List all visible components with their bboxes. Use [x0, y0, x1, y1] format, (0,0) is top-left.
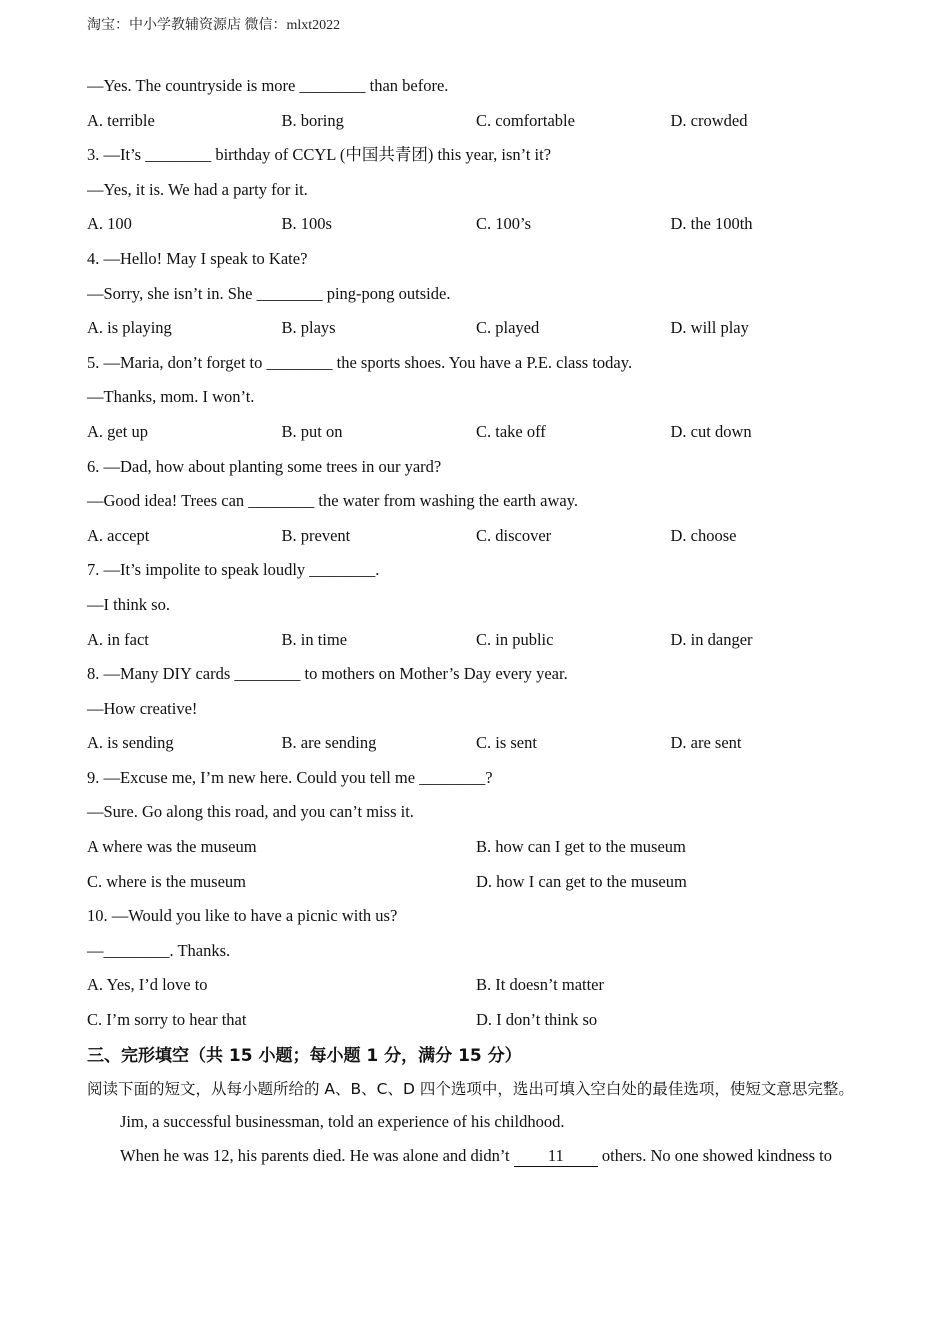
q10-options-row1 [87, 971, 877, 1006]
q8-question: 8. —Many DIY cards ________ to mothers on Mother’s Day every year. [87, 664, 568, 684]
q2-option-a[interactable]: A. terrible [87, 110, 155, 130]
q9-option-a[interactable]: A where was the museum [87, 837, 257, 857]
q4-option-b[interactable]: B. plays [281, 318, 336, 338]
q10-option-a[interactable]: A. Yes, I’d love to [87, 975, 208, 995]
q5-options [87, 418, 877, 453]
passage-paragraph-2 [87, 1142, 877, 1177]
q4-option-c[interactable]: C. played [476, 318, 540, 338]
q9-option-c[interactable]: C. where is the museum [87, 871, 247, 891]
q5-option-d[interactable]: D. cut down [670, 421, 752, 441]
q5-answer-line: —Thanks, mom. I won’t. [87, 387, 255, 407]
section3-title: 三、完形填空（共 15 小题；每小题 1 分，满分 15 分） [87, 1045, 522, 1066]
q7-option-a[interactable]: A. in fact [87, 629, 149, 649]
q3-option-b[interactable]: B. 100s [281, 214, 332, 234]
q6-options [87, 522, 877, 557]
q2-option-b[interactable]: B. boring [281, 110, 344, 130]
q10-question: 10. —Would you like to have a picnic with us? [87, 906, 398, 926]
q8-option-d[interactable]: D. are sent [670, 733, 742, 753]
q7-question: 7. —It’s impolite to speak loudly ________. [87, 560, 380, 580]
blank-11[interactable]: 11 [514, 1146, 598, 1167]
q3-option-d[interactable]: D. the 100th [670, 214, 753, 234]
q7-options [87, 626, 877, 661]
q9-options-row1 [87, 833, 877, 868]
exam-content [87, 72, 877, 1177]
q8-answer-line: —How creative! [87, 698, 198, 718]
q4-option-a[interactable]: A. is playing [87, 318, 172, 338]
q10-options-row2 [87, 1006, 877, 1041]
q10-option-b[interactable]: B. It doesn’t matter [476, 975, 605, 995]
q9-answer-line: —Sure. Go along this road, and you can’t miss it. [87, 802, 414, 822]
q6-question: 6. —Dad, how about planting some trees in our yard? [87, 456, 442, 476]
q2-answer-before: —Yes. The countryside is more [87, 76, 296, 95]
q9-question: 9. —Excuse me, I’m new here. Could you tell me ________? [87, 767, 493, 787]
passage-p2-after: others. No one showed kindness to [601, 1146, 832, 1166]
passage-p2-before: When he was 12, his parents died. He was alone and didn’t [120, 1146, 510, 1166]
q2-option-c[interactable]: C. comfortable [476, 110, 575, 130]
q4-options [87, 314, 877, 349]
q2-options [87, 107, 877, 142]
q5-option-c[interactable]: C. take off [476, 421, 546, 441]
q5-question: 5. —Maria, don’t forget to ________ the sports shoes. You have a P.E. class today. [87, 352, 633, 372]
q10-option-d[interactable]: D. I don’t think so [476, 1010, 598, 1030]
q6-option-d[interactable]: D. choose [670, 525, 737, 545]
q4-option-d[interactable]: D. will play [670, 318, 749, 338]
q5-option-b[interactable]: B. put on [281, 421, 343, 441]
q2-answer-after: than before. [369, 76, 449, 95]
q9-options-row2 [87, 868, 877, 903]
q10-answer-line: —________. Thanks. [87, 940, 231, 960]
q5-option-a[interactable]: A. get up [87, 421, 148, 441]
q6-option-b[interactable]: B. prevent [281, 525, 351, 545]
q7-option-c[interactable]: C. in public [476, 629, 554, 649]
q6-option-a[interactable]: A. accept [87, 525, 150, 545]
q3-question: 3. —It’s ________ birthday of CCYL (中国共青团) this year, isn’t it? [87, 145, 552, 165]
q8-options [87, 729, 877, 764]
q7-option-b[interactable]: B. in time [281, 629, 348, 649]
q6-option-c[interactable]: C. discover [476, 525, 552, 545]
q4-answer-line: —Sorry, she isn’t in. She ________ ping-pong outside. [87, 283, 451, 303]
q8-option-a[interactable]: A. is sending [87, 733, 174, 753]
q10-option-c[interactable]: C. I’m sorry to hear that [87, 1010, 247, 1030]
q7-option-d[interactable]: D. in danger [670, 629, 753, 649]
q2-option-d[interactable]: D. crowded [670, 110, 748, 130]
q7-answer-line: —I think so. [87, 594, 170, 614]
page-header-watermark: 淘宝：中小学教辅资源店 微信：mlxt2022 [87, 18, 341, 33]
q3-option-c[interactable]: C. 100’s [476, 214, 532, 234]
passage-paragraph-1: Jim, a successful businessman, told an experience of his childhood. [120, 1111, 565, 1131]
q9-option-d[interactable]: D. how I can get to the museum [476, 871, 687, 891]
q6-answer-line: —Good idea! Trees can ________ the water from washing the earth away. [87, 491, 579, 511]
q2-answer-blank: ________ [299, 76, 366, 95]
q3-option-a[interactable]: A. 100 [87, 214, 132, 234]
q3-options [87, 210, 877, 245]
section3-instruction: 阅读下面的短文，从每小题所给的 A、B、C、D 四个选项中，选出可填入空白处的最佳选项，使短文意思完整。 [87, 1079, 854, 1098]
q8-option-c[interactable]: C. is sent [476, 733, 537, 753]
q8-option-b[interactable]: B. are sending [281, 733, 377, 753]
q2-answer-line [87, 72, 877, 107]
q9-option-b[interactable]: B. how can I get to the museum [476, 837, 686, 857]
q4-question: 4. —Hello! May I speak to Kate? [87, 248, 308, 268]
q3-answer-line: —Yes, it is. We had a party for it. [87, 179, 308, 199]
